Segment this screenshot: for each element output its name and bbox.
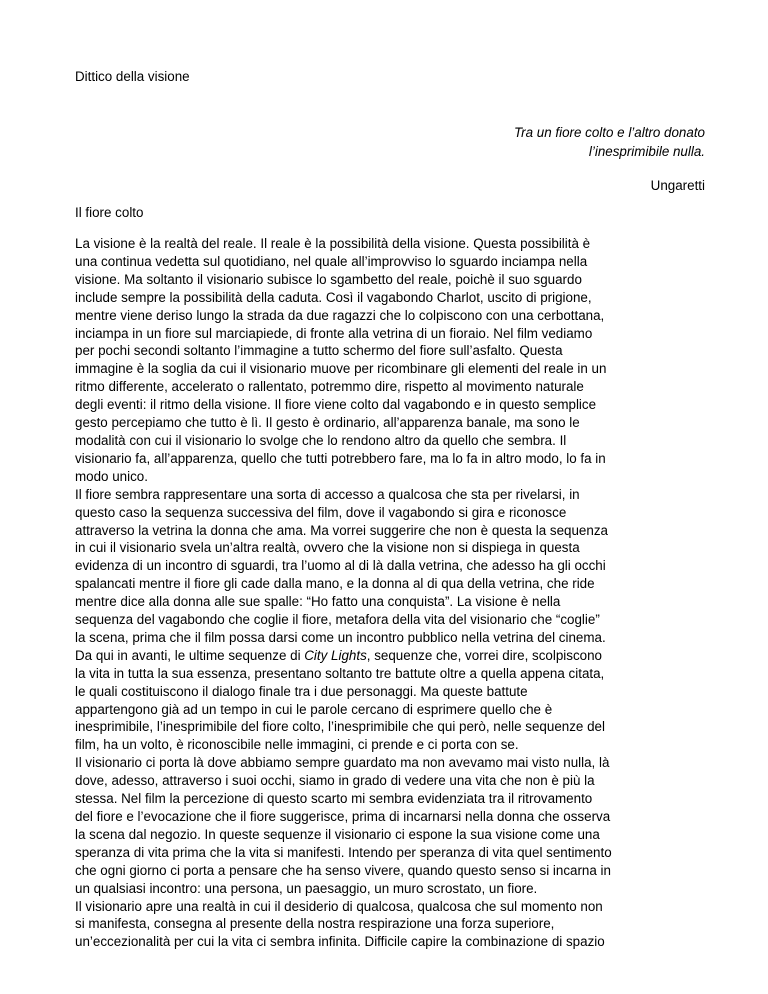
body-line: speranza di vita prima che la vita si manifesti. Intendo per speranza di vita quel sentimento xyxy=(75,844,612,860)
body-line: La visione è la realtà del reale. Il reale è la possibilità della visione. Questa possibilità è xyxy=(75,236,591,251)
body-line: gesto percepiamo che tutto è lì. Il gesto è ordinario, all’apparenza banale, ma sono le xyxy=(75,415,580,431)
body-line: un qualsiasi incontro: una persona, un paesaggio, un muro scrostato, un fiore. xyxy=(75,880,538,896)
body-line: immagine è la soglia da cui il visionario muove per ricombinare gli elementi del reale in un xyxy=(75,361,607,377)
body-line: che ogni giorno ci porta a pensare che ha senso vivere, quando questo senso si incarna in xyxy=(75,862,611,878)
body-line: la vita in tutta la sua essenza, presentano soltanto tre battute oltre a quella appena citata, xyxy=(75,665,605,681)
body-line: per pochi secondi soltanto l’immagine a tutto schermo del fiore sull’asfalto. Questa xyxy=(75,343,563,359)
body-line: ritmo differente, accelerato o rallentato, potremmo dire, rispetto al movimento naturale xyxy=(75,379,584,395)
epigraph-author: Ungaretti xyxy=(650,178,705,193)
body-line: Il visionario ci porta là dove abbiamo sempre guardato ma non avevamo mai visto nulla, là xyxy=(75,755,610,771)
body-line: Il fiore sembra rappresentare una sorta di accesso a qualcosa che sta per rivelarsi, in xyxy=(75,486,580,502)
body-line: appartengono già ad un tempo in cui le parole cercano di esprimere quello che è xyxy=(75,701,553,717)
epigraph-line: Tra un fiore colto e l’altro donato xyxy=(513,125,705,140)
document-page xyxy=(75,0,705,994)
body-line: una continua vedetta sul quotidiano, nel quale all’improvviso lo sguardo inciampa nella xyxy=(75,253,588,269)
body-line: modalità con cui il visionario lo svolge che lo rendono altro da quello che sembra. Il xyxy=(75,432,567,448)
body-text xyxy=(75,235,705,951)
body-line: visionario fa, all’apparenza, quello che tutti potrebbero fare, ma lo fa in altro modo, lo fa in xyxy=(75,450,606,466)
body-line: la scena, prima che il film possa darsi come un incontro pubblico nella vetrina del cinema. xyxy=(75,629,606,645)
body-line: sequenza del vagabondo che coglie il fiore, metafora della vita del visionario che “coglie” xyxy=(75,612,600,628)
epigraph-line: l’inesprimibile nulla. xyxy=(588,144,705,159)
body-line: mentre dice alla donna alle sue spalle: “Ho fatto una conquista”. La visione è nella xyxy=(75,594,561,610)
body-line: la scena dal negozio. In queste sequenze il visionario ci espone la sua visione come una xyxy=(75,826,600,842)
body-line: del fiore e l’evocazione che il fiore suggerisce, prima di incarnarsi nella donna che osserva xyxy=(75,809,611,824)
body-line: degli eventi: il ritmo della visione. Il fiore viene colto dal vagabondo e in questo semplice xyxy=(75,397,597,413)
body-line: in cui il visionario svela un’altra realtà, ovvero che la visione non si dispiega in questa xyxy=(75,540,580,556)
body-line: modo unico. xyxy=(75,468,148,484)
film-title: City Lights xyxy=(304,647,367,663)
body-line: Da qui in avanti, le ultime sequenze di City Lights, sequenze che, vorrei dire, scolpiscono xyxy=(75,647,602,663)
body-line: questo caso la sequenza successiva del film, dove il vagabondo si gira e riconosce xyxy=(75,504,567,520)
body-line: inesprimibile, l’inesprimibile del fiore colto, l’inesprimibile che qui però, nelle sequenze del xyxy=(75,719,605,735)
body-line: un’eccezionalità per cui la vita ci sembra infinita. Difficile capire la combinazione di spazio xyxy=(75,934,605,950)
body-line: attraverso la vetrina la donna che ama. Ma vorrei suggerire che non è questa la sequenza xyxy=(75,522,608,538)
body-line: mentre viene deriso lungo la strada da due ragazzi che lo colpiscono con una cerbottana, xyxy=(75,307,605,323)
body-line: stessa. Nel film la percezione di questo scarto mi sembra evidenziata tra il ritrovamento xyxy=(75,791,593,807)
body-line: le quali costituiscono il dialogo finale tra i due personaggi. Ma queste battute xyxy=(75,683,528,699)
section-title: Il fiore colto xyxy=(75,205,144,220)
body-line: include sempre la possibilità della caduta. Così il vagabondo Charlot, uscito di prigione, xyxy=(75,289,592,305)
body-line: si manifesta, consegna al presente della nostra respirazione una forza superiore, xyxy=(75,916,555,932)
body-line: evidenza di un incontro di sguardi, tra l’uomo al di là dalla vetrina, che adesso ha gli occhi xyxy=(75,558,606,574)
body-line: film, ha un volto, è riconoscibile nelle immagini, ci prende e ci porta con se. xyxy=(75,737,519,753)
body-line: spalancati mentre il fiore gli cade dalla mano, e la donna al di qua della vetrina, che ride xyxy=(75,576,595,592)
document-title: Dittico della visione xyxy=(75,69,190,84)
epigraph xyxy=(514,123,705,161)
body-line: inciampa in un fiore sul marciapiede, di fronte alla vetrina di un fioraio. Nel film vediamo xyxy=(75,325,593,341)
body-line: visione. Ma soltanto il visionario subisce lo sgambetto del reale, poichè il suo sguardo xyxy=(75,271,582,287)
body-line: Il visionario apre una realtà in cui il desiderio di qualcosa, qualcosa che sul momento non xyxy=(75,898,603,914)
body-line: dove, adesso, attraverso i suoi occhi, siamo in grado di vedere una vita che non è più la xyxy=(75,773,595,789)
